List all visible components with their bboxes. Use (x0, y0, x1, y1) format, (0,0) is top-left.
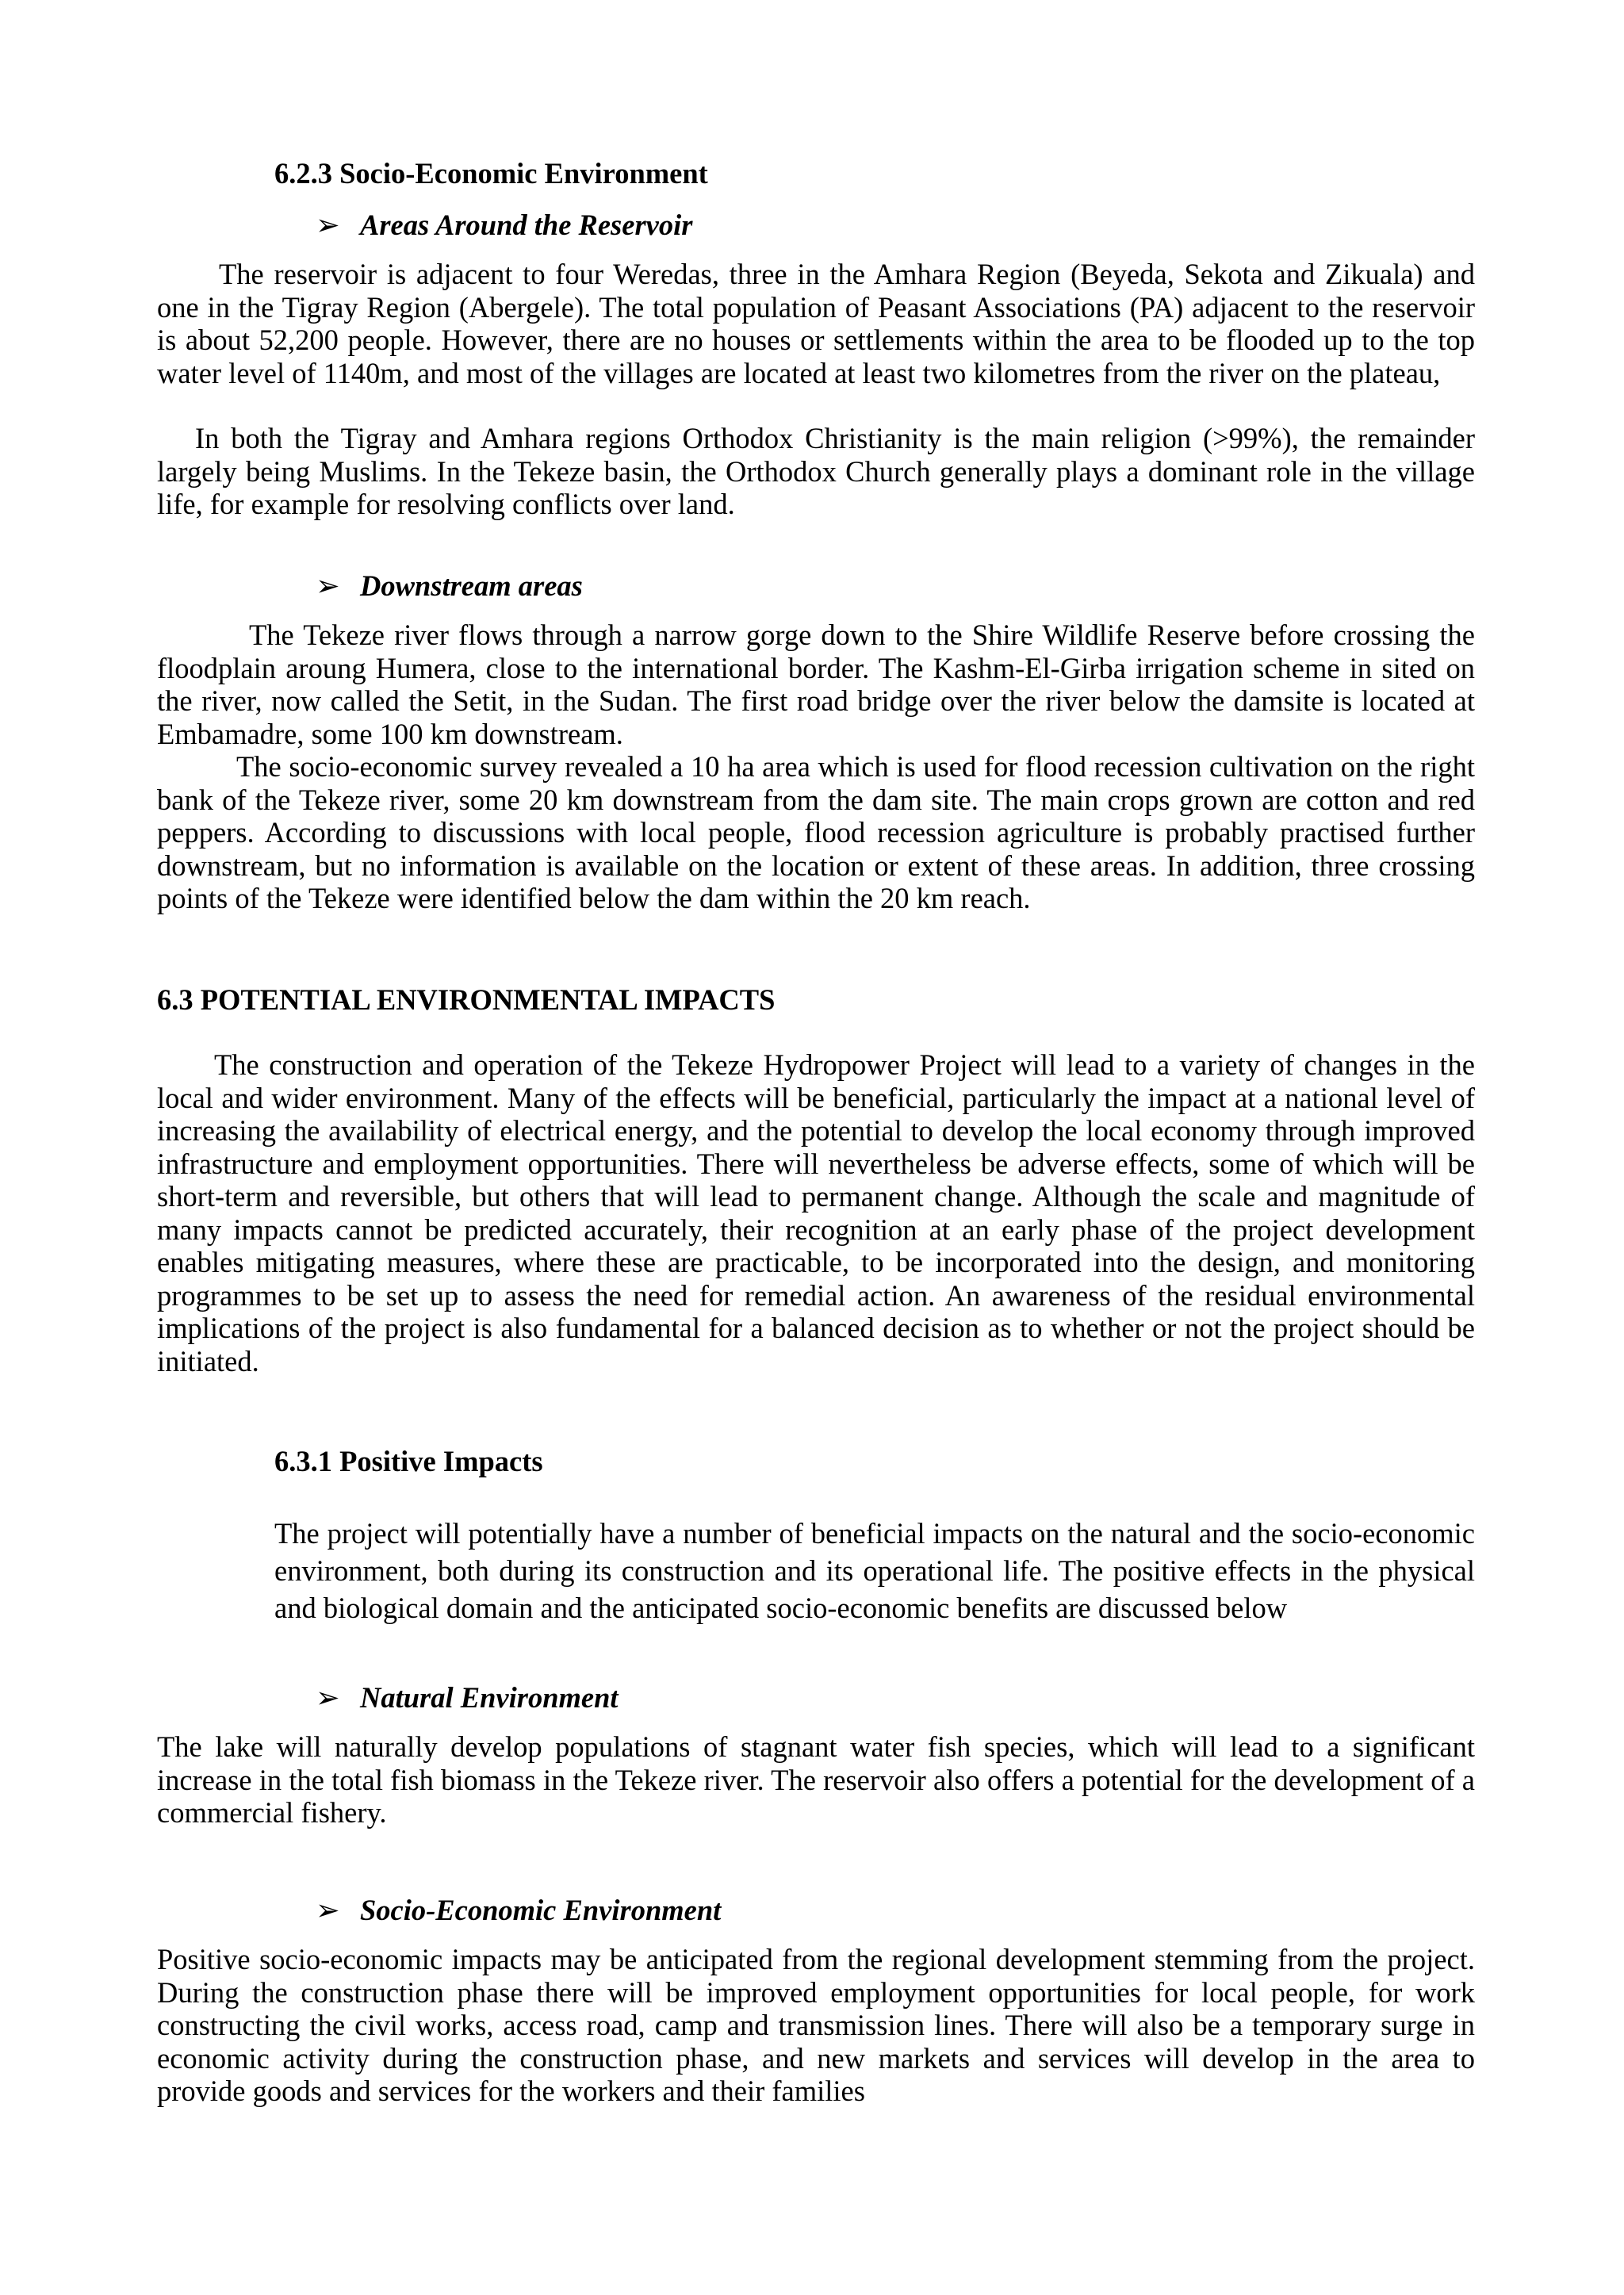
paragraph-reservoir-weredas: The reservoir is adjacent to four Weredas, three in the Amhara Region (Beyeda, Sekota and Zikuala) and one in the Tigray Region (Abergele). The total population of Peasant Associations (PA) adjacent to the reservoir is about 52,200 people. However, there are no houses or settlements within the area to be flooded up to the top water level of 1140m, and most of the villages are located at least two kilometres from the river on the plateau, (157, 258, 1475, 389)
subheading-areas-around-reservoir (316, 209, 692, 242)
section-heading-6-2-3: 6.2.3 Socio-Economic Environment (274, 157, 708, 190)
bullet-arrow-icon: ➢ (316, 1681, 340, 1714)
subheading-downstream-areas (316, 569, 583, 603)
bullet-arrow-icon: ➢ (316, 1894, 340, 1926)
subheading-natural-environment (316, 1681, 619, 1715)
subheading-socio-economic-environment (316, 1894, 721, 1927)
subheading-text: Socio-Economic Environment (360, 1894, 722, 1926)
section-heading-6-3: 6.3 POTENTIAL ENVIRONMENTAL IMPACTS (157, 983, 776, 1016)
subheading-text: Areas Around the Reservoir (360, 209, 693, 241)
section-heading-6-3-1: 6.3.1 Positive Impacts (274, 1445, 543, 1477)
paragraph-religion: In both the Tigray and Amhara regions Orthodox Christianity is the main religion (>99%), the remainder largely being Muslims. In the Tekeze basin, the Orthodox Church generally plays a dominant role in the village life, for example for resolving conflicts over land. (157, 422, 1475, 520)
paragraph-potential-impacts: The construction and operation of the Tekeze Hydropower Project will lead to a variety of changes in the local and wider environment. Many of the effects will be beneficial, particularly the impact at a national level of increasing the availability of electrical energy, and the potential to develop the local economy through improved infrastructure and employment opportunities. There will nevertheless be adverse effects, some of which will be short-term and reversible, but others that will lead to permanent change. Although the scale and magnitude of many impacts cannot be predicted accurately, their recognition at an early phase of the project development enables mitigating measures, where these are practicable, to be incorporated into the design, and monitoring programmes to be set up to assess the need for remedial action. An awareness of the residual environmental implications of the project is also fundamental for a balanced decision as to whether or not the project should be initiated. (157, 1048, 1475, 1377)
paragraph-positive-impacts: The project will potentially have a number of beneficial impacts on the natural and the socio-economic environment, both during its construction and its operational life. The positive effects in the physical and biological domain and the anticipated socio-economic benefits are discussed below (274, 1517, 1475, 1624)
paragraph-socio-economic-benefits: Positive socio-economic impacts may be anticipated from the regional development stemming from the project. During the construction phase there will be improved employment opportunities for local people, for work constructing the civil works, access road, camp and transmission lines. There will also be a temporary surge in economic activity during the construction phase, and new markets and services will develop in the area to provide goods and services for the workers and their families (157, 1943, 1475, 2107)
paragraph-tekeze-river-flow: The Tekeze river flows through a narrow gorge down to the Shire Wildlife Reserve before crossing the floodplain aroung Humera, close to the international border. The Kashm-El-Girba irrigation scheme in sited on the river, now called the Setit, in the Sudan. The first road bridge over the river below the damsite is located at Embamadre, some 100 km downstream. (157, 619, 1475, 750)
paragraph-natural-environment: The lake will naturally develop populations of stagnant water fish species, which will lead to a significant increase in the total fish biomass in the Tekeze river. The reservoir also offers a potential for the development of a commercial fishery. (157, 1730, 1475, 1829)
subheading-text: Natural Environment (360, 1681, 619, 1714)
paragraph-socio-economic-survey: The socio-economic survey revealed a 10 ha area which is used for flood recession cultivation on the right bank of the Tekeze river, some 20 km downstream from the dam site. The main crops grown are cotton and red peppers. According to discussions with local people, flood recession agriculture is probably practised further downstream, but no information is available on the location or extent of these areas. In addition, three crossing points of the Tekeze were identified below the dam within the 20 km reach. (157, 750, 1475, 914)
bullet-arrow-icon: ➢ (316, 209, 340, 241)
bullet-arrow-icon: ➢ (316, 569, 340, 602)
subheading-text: Downstream areas (360, 569, 583, 602)
